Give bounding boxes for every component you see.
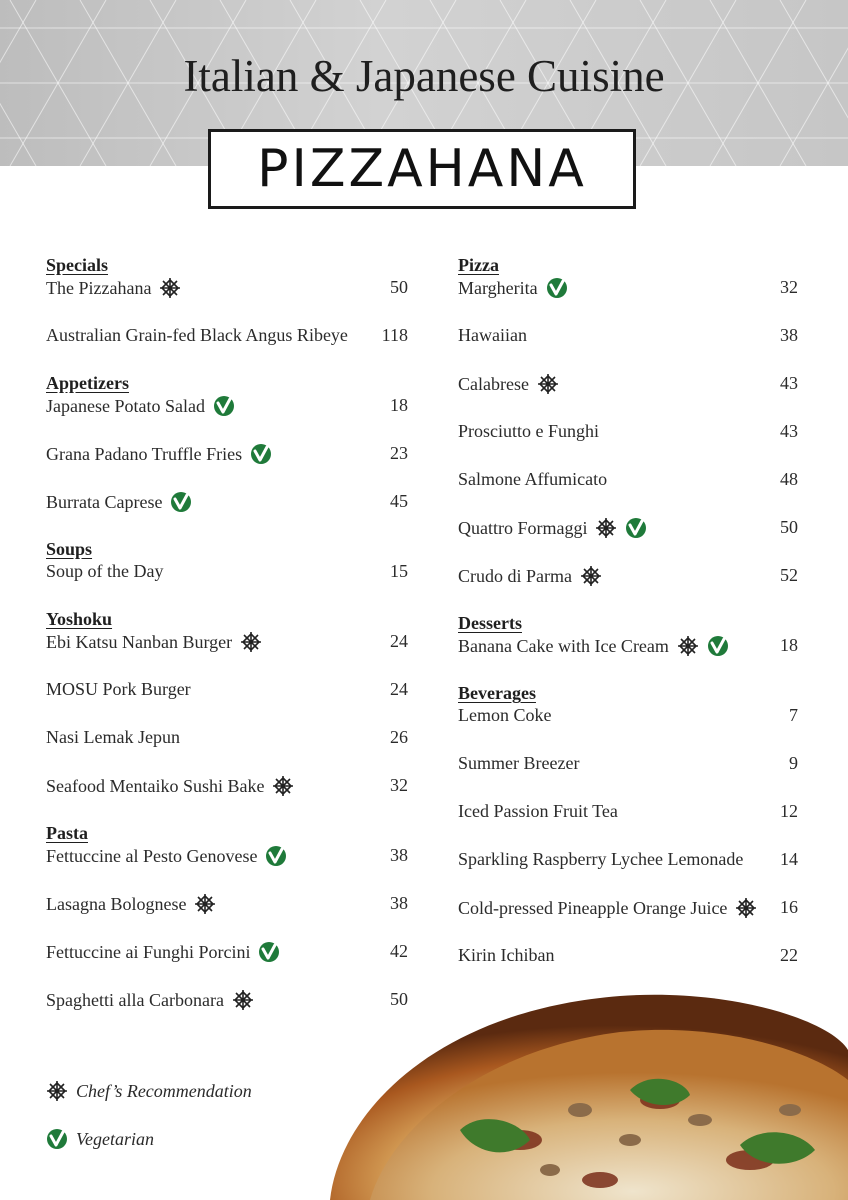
menu-item-name: Soup of the Day bbox=[46, 561, 164, 581]
legend-veg-label: Vegetarian bbox=[76, 1128, 154, 1149]
menu-item-name: Kirin Ichiban bbox=[458, 945, 555, 965]
vegetarian-icon bbox=[265, 845, 287, 867]
menu-item-price: 32 bbox=[390, 775, 408, 795]
section-heading: Appetizers bbox=[46, 373, 129, 393]
section-heading: Desserts bbox=[458, 613, 522, 633]
menu-item-name: Cold-pressed Pineapple Orange Juice bbox=[458, 897, 728, 918]
menu-item bbox=[46, 845, 287, 867]
chef-recommendation-icon bbox=[537, 373, 559, 395]
chef-recommendation-icon bbox=[580, 565, 602, 587]
menu-item-name: MOSU Pork Burger bbox=[46, 679, 191, 699]
menu-item-name: Nasi Lemak Jepun bbox=[46, 727, 180, 747]
menu-item-price: 43 bbox=[780, 373, 798, 393]
menu-item-name: Spaghetti alla Carbonara bbox=[46, 989, 224, 1010]
menu-item-name: Salmone Affumicato bbox=[458, 469, 608, 489]
menu-item-price: 12 bbox=[780, 801, 798, 821]
menu-item-name: Calabrese bbox=[458, 373, 529, 394]
chef-recommendation-icon bbox=[232, 989, 254, 1011]
menu-item-name: Ebi Katsu Nanban Burger bbox=[46, 631, 233, 652]
section-heading: Pasta bbox=[46, 823, 88, 843]
menu-item bbox=[458, 849, 743, 870]
chef-recommendation-icon bbox=[46, 1080, 68, 1102]
menu-item bbox=[46, 893, 216, 915]
menu-item bbox=[46, 989, 254, 1011]
menu-item bbox=[458, 753, 579, 774]
vegetarian-icon bbox=[546, 277, 568, 299]
menu-item-name: Hawaiian bbox=[458, 325, 527, 345]
menu-item bbox=[46, 941, 280, 963]
section-heading: Soups bbox=[46, 539, 93, 559]
menu-item-price: 38 bbox=[390, 893, 408, 913]
menu-item bbox=[46, 325, 348, 346]
menu-item-price: 48 bbox=[780, 469, 798, 489]
menu-item-price: 16 bbox=[780, 897, 798, 917]
menu-item-price: 9 bbox=[789, 753, 798, 773]
menu-item-price: 15 bbox=[390, 561, 408, 581]
menu-item-name: Seafood Mentaiko Sushi Bake bbox=[46, 775, 265, 796]
menu-item bbox=[458, 421, 599, 442]
menu-item bbox=[46, 561, 163, 582]
menu-item-name: Margherita bbox=[458, 277, 538, 298]
legend-chef-label: Chef’s Recommendation bbox=[76, 1080, 252, 1101]
menu-item-price: 14 bbox=[780, 849, 798, 869]
menu-item-name: Grana Padano Truffle Fries bbox=[46, 443, 243, 464]
menu-item-name: Crudo di Parma bbox=[458, 565, 572, 586]
menu-item bbox=[458, 705, 551, 726]
vegetarian-icon bbox=[170, 491, 192, 513]
legend-chef bbox=[46, 1080, 252, 1102]
menu-item-name: Banana Cake with Ice Cream bbox=[458, 635, 669, 656]
menu-item-price: 26 bbox=[390, 727, 408, 747]
menu-item-price: 18 bbox=[780, 635, 798, 655]
section-heading: Specials bbox=[46, 255, 109, 275]
menu-item-name: Summer Breezer bbox=[458, 753, 580, 773]
menu-item bbox=[458, 565, 602, 587]
menu-item bbox=[46, 775, 294, 797]
menu-item bbox=[46, 727, 180, 748]
vegetarian-icon bbox=[258, 941, 280, 963]
menu-item-price: 50 bbox=[390, 989, 408, 1009]
vegetarian-icon bbox=[213, 395, 235, 417]
pizza-photo bbox=[330, 990, 848, 1200]
brand-logo bbox=[208, 129, 636, 209]
menu-item bbox=[46, 631, 262, 653]
vegetarian-icon bbox=[707, 635, 729, 657]
chef-recommendation-icon bbox=[240, 631, 262, 653]
menu-item bbox=[458, 517, 647, 539]
menu-item-price: 118 bbox=[381, 325, 408, 345]
legend-veg bbox=[46, 1128, 154, 1150]
vegetarian-icon bbox=[250, 443, 272, 465]
menu-item-price: 38 bbox=[390, 845, 408, 865]
chef-recommendation-icon bbox=[194, 893, 216, 915]
menu-item-name: Iced Passion Fruit Tea bbox=[458, 801, 618, 821]
cuisine-subtitle: Italian & Japanese Cuisine bbox=[183, 51, 665, 101]
menu-item-name: Australian Grain-fed Black Angus Ribeye bbox=[46, 325, 348, 345]
menu-item bbox=[46, 443, 272, 465]
menu-item-price: 22 bbox=[780, 945, 798, 965]
vegetarian-icon bbox=[625, 517, 647, 539]
menu-item bbox=[458, 897, 757, 919]
menu-item-price: 7 bbox=[789, 705, 798, 725]
menu-item bbox=[458, 635, 729, 657]
menu-item-name: Sparkling Raspberry Lychee Lemonade bbox=[458, 849, 744, 869]
menu-item-price: 43 bbox=[780, 421, 798, 441]
menu-item-name: Quattro Formaggi bbox=[458, 517, 588, 538]
menu-item-name: Japanese Potato Salad bbox=[46, 395, 205, 416]
menu-item-name: Fettuccine al Pesto Genovese bbox=[46, 845, 258, 866]
menu-item bbox=[46, 395, 235, 417]
menu-item bbox=[46, 679, 191, 700]
menu-item bbox=[458, 277, 568, 299]
menu-item-price: 38 bbox=[780, 325, 798, 345]
menu-item bbox=[46, 277, 181, 299]
menu-item-price: 18 bbox=[390, 395, 408, 415]
section-heading: Pizza bbox=[458, 255, 499, 275]
menu-item-price: 24 bbox=[390, 679, 408, 699]
menu-item-name: Burrata Caprese bbox=[46, 491, 163, 512]
menu-item bbox=[46, 491, 192, 513]
menu-item bbox=[458, 945, 554, 966]
brand-name: PIZZAHANA bbox=[257, 139, 587, 199]
menu-item-price: 50 bbox=[390, 277, 408, 297]
chef-recommendation-icon bbox=[677, 635, 699, 657]
menu-item-name: The Pizzahana bbox=[46, 277, 152, 298]
menu-item-price: 52 bbox=[780, 565, 798, 585]
chef-recommendation-icon bbox=[272, 775, 294, 797]
menu-item-price: 23 bbox=[390, 443, 408, 463]
chef-recommendation-icon bbox=[595, 517, 617, 539]
menu-item-price: 24 bbox=[390, 631, 408, 651]
menu-item bbox=[458, 325, 527, 346]
menu-item-price: 50 bbox=[780, 517, 798, 537]
menu-item-name: Prosciutto e Funghi bbox=[458, 421, 600, 441]
menu-item-name: Lasagna Bolognese bbox=[46, 893, 187, 914]
menu-item-price: 32 bbox=[780, 277, 798, 297]
menu-item bbox=[458, 801, 618, 822]
vegetarian-icon bbox=[46, 1128, 68, 1150]
menu-item bbox=[458, 373, 559, 395]
menu-item-price: 42 bbox=[390, 941, 408, 961]
menu-item-name: Lemon Coke bbox=[458, 705, 552, 725]
menu-item-price: 45 bbox=[390, 491, 408, 511]
section-heading: Beverages bbox=[458, 683, 536, 703]
chef-recommendation-icon bbox=[159, 277, 181, 299]
chef-recommendation-icon bbox=[735, 897, 757, 919]
menu-item bbox=[458, 469, 607, 490]
section-heading: Yoshoku bbox=[46, 609, 113, 629]
menu-item-name: Fettuccine ai Funghi Porcini bbox=[46, 941, 251, 962]
